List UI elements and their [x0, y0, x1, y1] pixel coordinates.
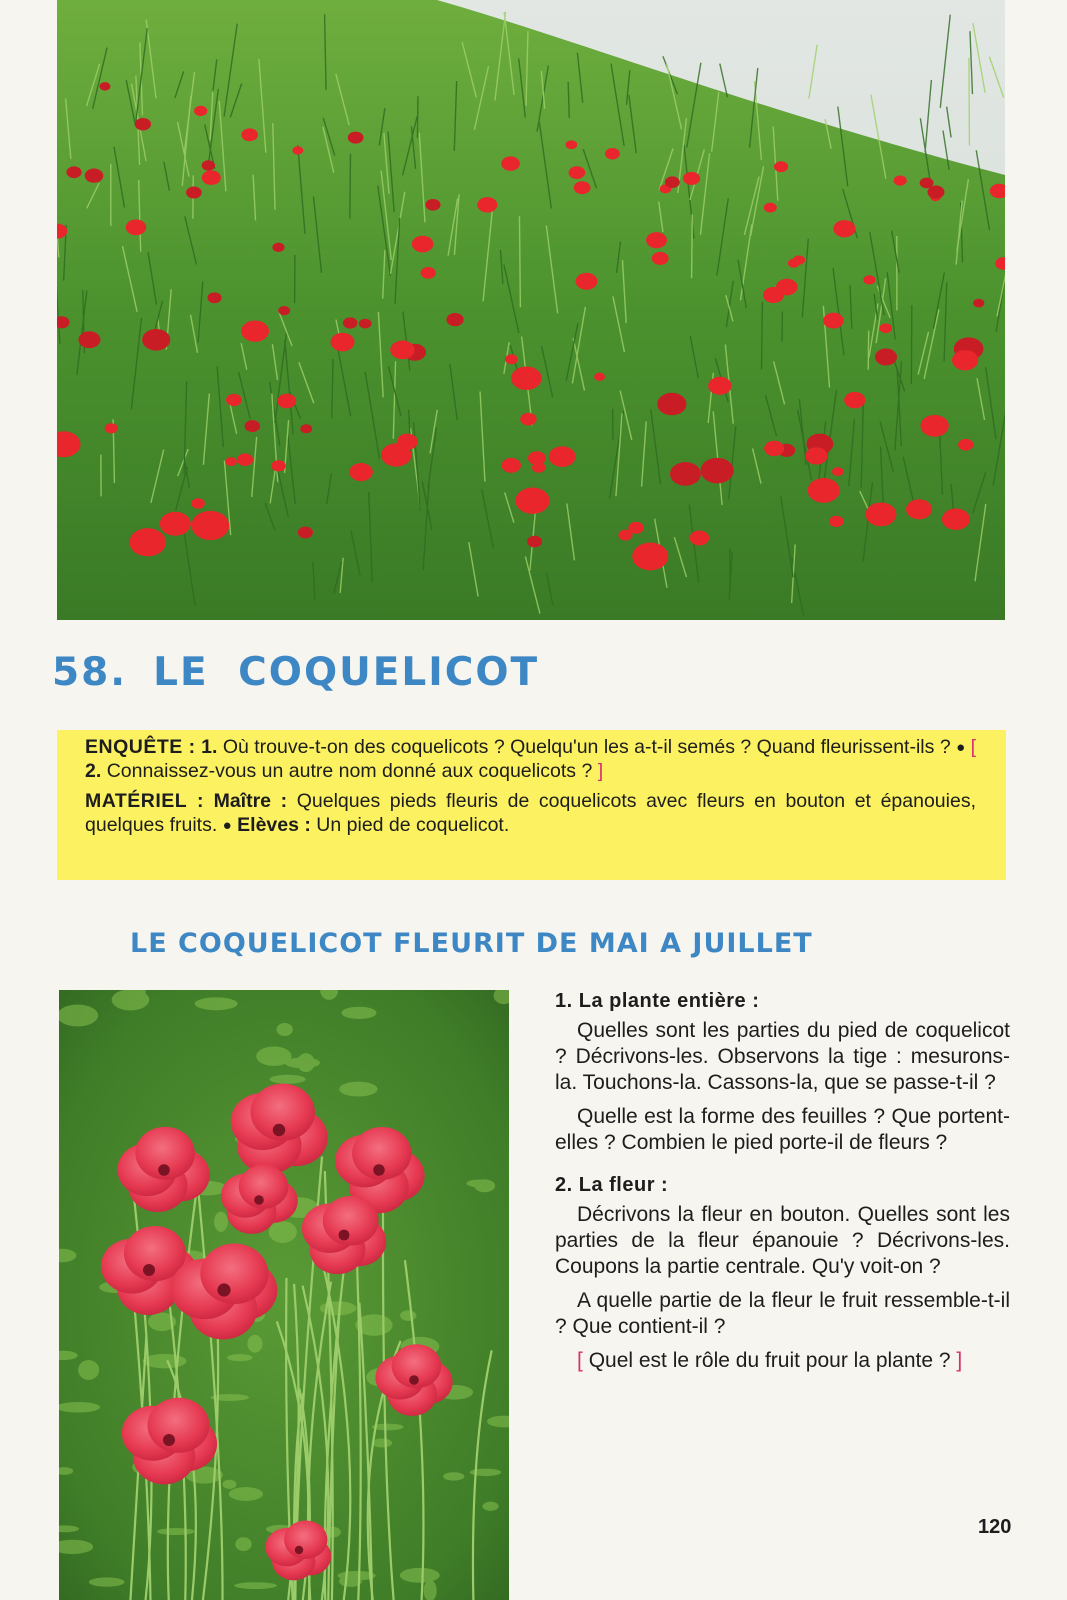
materiel-label: MATÉRIEL :	[85, 790, 204, 812]
bracket-close: ]	[597, 759, 604, 782]
section-2-paragraph-3	[555, 1348, 1010, 1374]
section-1-paragraph-2: Quelle est la forme des feuilles ? Que portent-elles ? Combien le pied porte-il de fleurs ?	[555, 1105, 1010, 1154]
section-2-question-3: Quel est le rôle du fruit pour la plante ?	[588, 1349, 951, 1372]
enquete-label: ENQUÊTE :	[85, 736, 196, 758]
page-number: 120	[978, 1516, 1012, 1538]
bracket-open: [	[970, 736, 977, 758]
lesson-number: 58.	[52, 650, 128, 695]
enquete-1-number: 1.	[201, 736, 218, 758]
enquete-paragraph	[85, 736, 976, 783]
eleves-text: Un pied de coquelicot.	[316, 813, 510, 836]
eleves-label: Elèves :	[237, 813, 311, 836]
section-1-heading: 1. La plante entière :	[555, 990, 760, 1012]
enquete-2-text: Connaissez-vous un autre nom donné aux coquelicots ?	[106, 759, 593, 782]
section-title: LE COQUELICOT FLEURIT DE MAI A JUILLET	[130, 928, 813, 959]
poppy-field-photo	[57, 0, 1005, 620]
bullet-icon: ●	[222, 816, 232, 834]
maitre-text: Quelques pieds fleuris de coquelicots avec fleurs en bouton et épanouies, quelques fruits.	[85, 790, 976, 836]
enquete-box	[57, 730, 1006, 880]
section-2-paragraph-2: A quelle partie de la fleur le fruit ressemble-t-il ? Que contient-il ?	[555, 1289, 1010, 1338]
bracket-open: [	[577, 1349, 583, 1372]
materiel-paragraph	[85, 790, 976, 837]
lesson-title	[52, 650, 539, 695]
section-1-paragraph-1: Quelles sont les parties du pied de coquelicot ? Décrivons-les. Observons la tige : mesurons-la. Touchons-la. Cassons-la, que se passe-t-il ?	[555, 1019, 1010, 1094]
section-2-paragraph-1: Décrivons la fleur en bouton. Quelles sont les parties de la fleur épanouie ? Décrivons-les. Coupons la partie centrale. Qu'y voit-on ?	[555, 1203, 1010, 1278]
poppy-plant-photo	[59, 990, 509, 1600]
lesson-questions	[555, 988, 1010, 1382]
section-2-heading: 2. La fleur :	[555, 1174, 669, 1196]
maitre-label: Maître :	[213, 790, 288, 812]
enquete-1-text: Où trouve-t-on des coquelicots ? Quelqu'un les a-t-il semés ? Quand fleurissent-ils ?	[222, 736, 951, 758]
bullet-icon: ●	[956, 739, 966, 756]
enquete-2-number: 2.	[85, 759, 102, 782]
bracket-close: ]	[956, 1349, 963, 1372]
lesson-title-text: LE COQUELICOT	[153, 650, 540, 695]
